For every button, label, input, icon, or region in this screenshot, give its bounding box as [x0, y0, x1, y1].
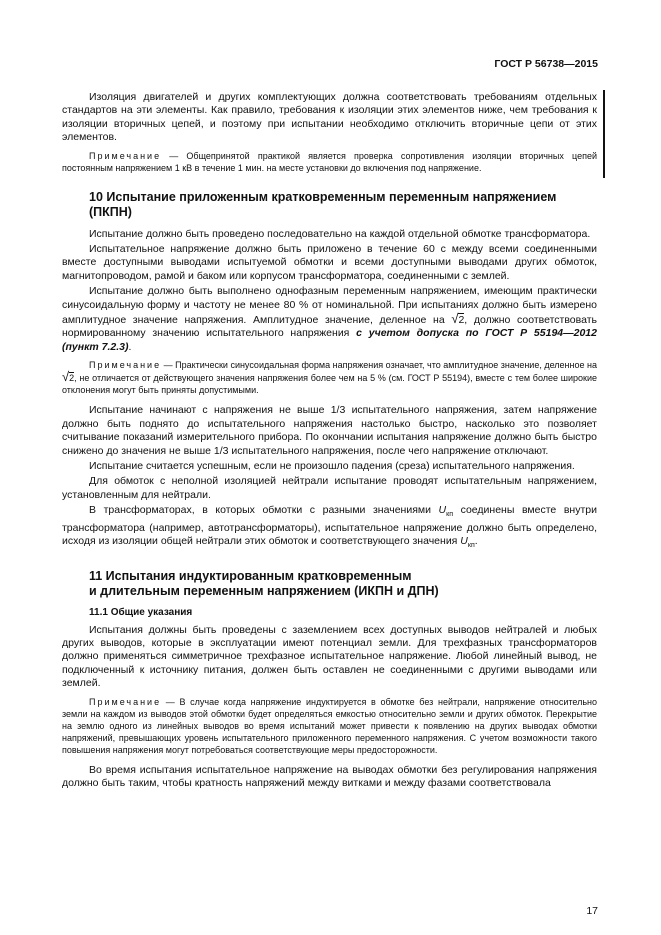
text-run: Испытание должно быть выполнено однофазным переменным напряжением, имеющим практически синусоидальную форму и частоту не менее 80 % от номинальной. При испытаниях должно быть измерено амплитудное значение напряжения. Амплитудное значение, деленное на: [62, 285, 597, 327]
text-run: .: [128, 340, 132, 353]
note-text: — Общепринятой практикой является проверка сопротивления изоляции вторичных цепей постоянным напряжением 1 кВ в течение 1 мин. на месте установки до включения под напряжение.: [62, 150, 597, 173]
page-content: [62, 91, 597, 792]
text-run: В трансформаторах, в которых обмотки с разными значениями: [89, 504, 439, 517]
section-10-paragraph: Испытание считается успешным, если не произошло падения (среза) испытательного напряжения.: [89, 459, 575, 472]
note-text: — В случае когда напряжение индуктируется в обмотке без нейтрали, напряжение относительно земли на каждом из выводов этой обмотки будет определяться емкостью относительно земли и других обмоток. Перекрытие на землю одного из линейных выводов во время испытаний может привести к появлению на других выводах обмотки напряжений, превышающих уровень испытательного приложенного переменного напряжения. С учетом возможности такого повышения напряжения могут потребоваться соответствующие меры предосторожности.: [62, 696, 597, 755]
note-label: Примечание: [89, 360, 162, 371]
note-text: — Практически синусоидальная форма напряжения означает, что амплитудное значение, деленное на: [161, 360, 597, 371]
note-label: Примечание: [89, 696, 162, 707]
section-10-note: [62, 359, 597, 396]
section-10-paragraph: Испытание начинают с напряжения не выше 1/3 испытательного напряжения, затем напряжение должно быть поднято до испытательного напряжения настолько быстро, насколько это позволяет считывание показаний измерительного прибора. По окончании испытания напряжение должно быть быстро снижено до значения не выше 1/3 испытательного напряжения, после чего напряжение отключают.: [62, 404, 597, 457]
change-bar: [603, 90, 605, 178]
text-run: , должно соответствовать нормированному значению испытательного напряжения: [62, 314, 597, 340]
text-run: соединены вместе внутри трансформатора (например, автотрансформаторы), испытательное напряжение должно быть определено, исходя из изоляции общей нейтрали этих обмоток и соответствующего значения: [62, 504, 597, 548]
intro-paragraph: Изоляция двигателей и других комплектующих должна соответствовать требованиям отдельных стандартов на эти элементы. Как правило, требования к изоляции этих элементов ниже, чем требования к изоляции вторичных цепей, и поэтому при испытании необходимо отключить вторичные цепи от этих элементов.: [62, 91, 597, 144]
section-11-note: [62, 696, 597, 756]
note-text: , не отличается от действующего значения напряжения более чем на 5 % (см. ГОСТ Р 55194), вместе с тем более широкие отклонения могут быть приняты допустимыми.: [62, 373, 597, 396]
note-label: Примечание: [89, 150, 162, 161]
sqrt-symbol: √2: [62, 369, 75, 385]
page-number: 17: [586, 905, 598, 917]
u-kp-symbol: $U_{кп}$: [460, 535, 475, 550]
text-run: .: [474, 535, 478, 548]
section-10-paragraph: [62, 285, 597, 354]
section-11-title: 11 Испытания индуктированным кратковременным и длительным переменным напряжением (ИКПН и ДПН): [89, 568, 439, 598]
subsection-11-1-title: 11.1 Общие указания: [89, 606, 193, 618]
sqrt-symbol: √2: [451, 311, 465, 327]
section-10-paragraph: [62, 504, 597, 552]
intro-note: [62, 150, 597, 174]
section-10-paragraph: Испытание должно быть проведено последовательно на каждой отдельной обмотке трансформатора.: [89, 227, 591, 240]
section-11-paragraph: Испытания должны быть проведены с заземлением всех доступных выводов нейтралей и любых других выводов, которые в эксплуатации имеют потенциал земли. Для трехфазных трансформаторов должно применяться симметричное трехфазное испытательное напряжение. Любой линейный вывод, не подключенный к источнику питания, должен быть оставлен не соединенными с другими выводами или землей.: [62, 623, 597, 690]
section-11-paragraph: Во время испытания испытательное напряжение на выводах обмотки без регулирования напряжения должно быть таким, чтобы кратность напряжений между витками и между фазами соответствовала: [62, 763, 597, 789]
section-10-paragraph: Для обмоток с неполной изоляцией нейтрали испытание проводят испытательным напряжением, установленным для нейтрали.: [62, 475, 597, 501]
document-header: ГОСТ Р 56738—2015: [494, 58, 598, 70]
u-kp-symbol: $U_{кп}$: [438, 504, 453, 519]
section-10-paragraph: Испытательное напряжение должно быть приложено в течение 60 с между всеми соединенными вместе доступными выводами испытуемой обмотки и всеми доступными выводами других обмоток, магнитопроводом, рамой и баком или корпусом трансформатора, соединенными с землей.: [62, 243, 597, 282]
section-10-title: 10 Испытание приложенным кратковременным переменным напряжением (ПКПН): [89, 189, 557, 219]
amendment-text: с учетом допуска по ГОСТ Р 55194—2012 (пункт 7.2.3): [62, 327, 597, 353]
